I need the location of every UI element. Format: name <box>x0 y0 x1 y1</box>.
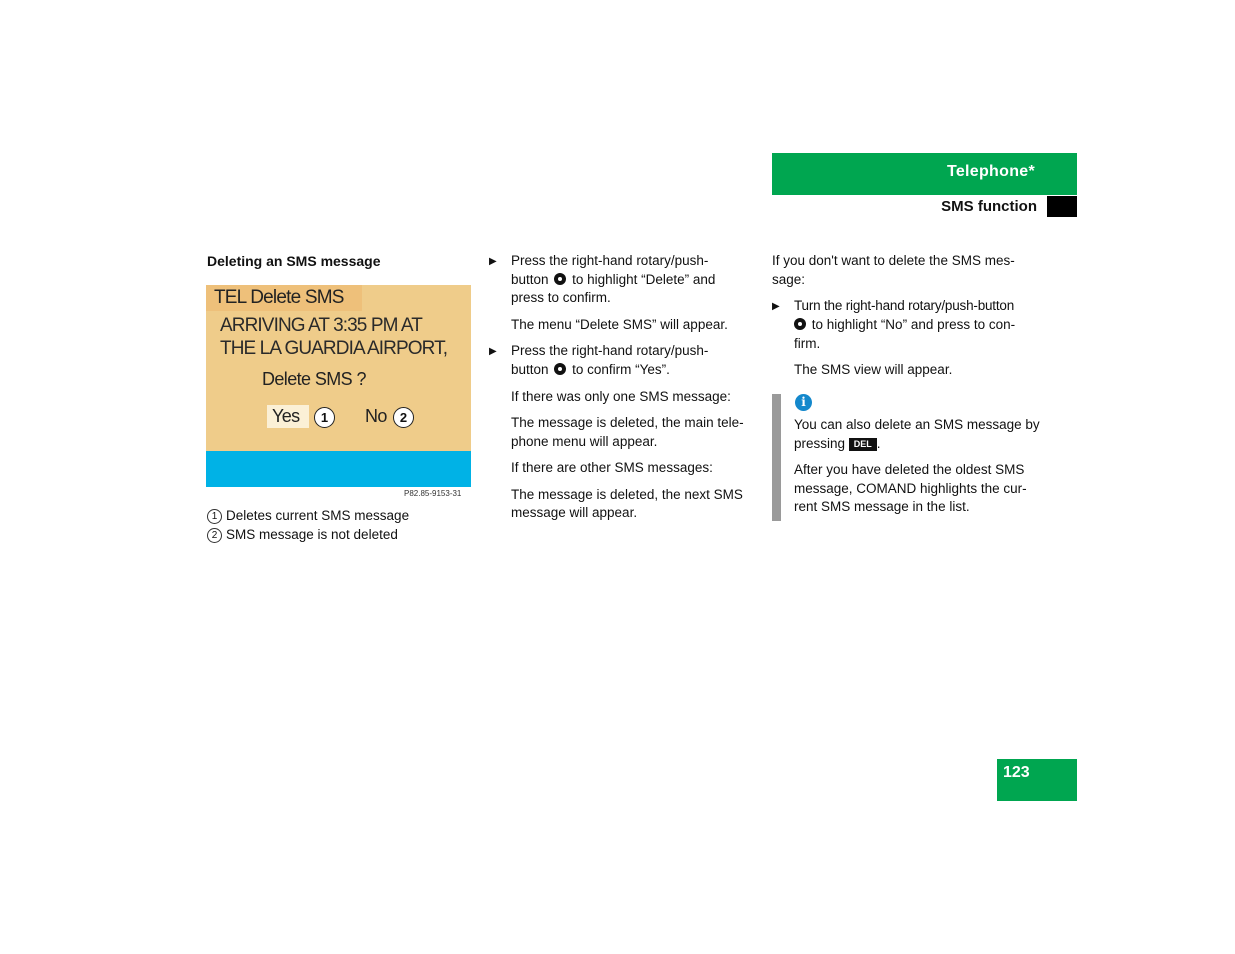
legend-item <box>207 507 409 526</box>
legend-text: Deletes current SMS message <box>226 508 410 523</box>
info-icon: i <box>795 394 812 411</box>
header-marker <box>1047 196 1077 217</box>
step-2-line-2: button to confirm “Yes”. <box>511 362 670 377</box>
info-line-5: rent SMS message in the list. <box>794 499 970 514</box>
paragraph-other-messages: If there are other SMS messages: <box>511 460 713 475</box>
paragraph-menu-appears: The menu “Delete SMS” will appear. <box>511 317 728 332</box>
del-key-icon: DEL <box>849 438 877 451</box>
heading-deleting-sms: Deleting an SMS message <box>207 253 381 269</box>
callout-1: 1 <box>314 407 335 428</box>
rotary-knob-icon <box>554 363 566 375</box>
screen-header: TEL Delete SMS <box>206 285 362 311</box>
triangle-right-icon: ▶ <box>489 346 497 357</box>
info-box-bar <box>772 394 781 521</box>
paragraph-deleted-next-1: The message is deleted, the next SMS <box>511 487 743 502</box>
info-line-2: pressing DEL . <box>794 436 881 451</box>
page-number-box <box>997 759 1077 801</box>
rotary-knob-icon <box>554 273 566 285</box>
step-no-line-2: to highlight “No” and press to con- <box>794 316 1044 335</box>
intro-line-2: sage: <box>772 272 806 287</box>
screen-yes-option: Yes <box>267 405 309 428</box>
info-line-1: You can also delete an SMS message by <box>794 417 1040 432</box>
screen-question: Delete SMS ? <box>262 369 366 389</box>
screen-line-2: THE LA GUARDIA AIRPORT, <box>220 338 448 359</box>
step-2-line-1: Press the right-hand rotary/push- <box>511 343 709 358</box>
legend-number: 1 <box>207 509 222 524</box>
legend-text: SMS message is not deleted <box>226 527 398 542</box>
screen-bottom-bar <box>206 451 471 487</box>
info-line-4: message, COMAND highlights the cur- <box>794 481 1027 496</box>
info-line-3: After you have deleted the oldest SMS <box>794 462 1025 477</box>
section-title: Telephone* <box>946 163 1035 180</box>
step-1-line-3: press to confirm. <box>511 290 611 305</box>
display-screenshot <box>206 285 471 487</box>
paragraph-sms-view: The SMS view will appear. <box>794 362 953 377</box>
step-no-line-1: Turn the right-hand rotary/push-button <box>794 298 1015 313</box>
triangle-right-icon: ▶ <box>772 301 780 312</box>
paragraph-deleted-main-2: phone menu will appear. <box>511 434 658 449</box>
step-no-line-3: firm. <box>794 336 821 351</box>
legend-item <box>207 526 398 545</box>
section-subtitle: SMS function <box>941 198 1037 215</box>
triangle-right-icon: ▶ <box>489 256 497 267</box>
intro-line-1: If you don't want to delete the SMS mes- <box>772 253 1015 268</box>
rotary-knob-icon <box>794 318 806 330</box>
screen-line-1: ARRIVING AT 3:35 PM AT <box>220 315 422 336</box>
step-1-line-1: Press the right-hand rotary/push- <box>511 253 709 268</box>
legend-number: 2 <box>207 528 222 543</box>
step-1-line-2: button to highlight “Delete” and <box>511 272 716 287</box>
paragraph-deleted-next-2: message will appear. <box>511 505 638 520</box>
screen-no-option: No <box>365 406 387 426</box>
page-number: 123 <box>1003 764 1030 781</box>
paragraph-one-message: If there was only one SMS message: <box>511 389 731 404</box>
paragraph-deleted-main-1: The message is deleted, the main tele- <box>511 415 744 430</box>
callout-2: 2 <box>393 407 414 428</box>
header-bar <box>772 153 1077 195</box>
image-reference: P82.85-9153-31 <box>404 489 462 498</box>
